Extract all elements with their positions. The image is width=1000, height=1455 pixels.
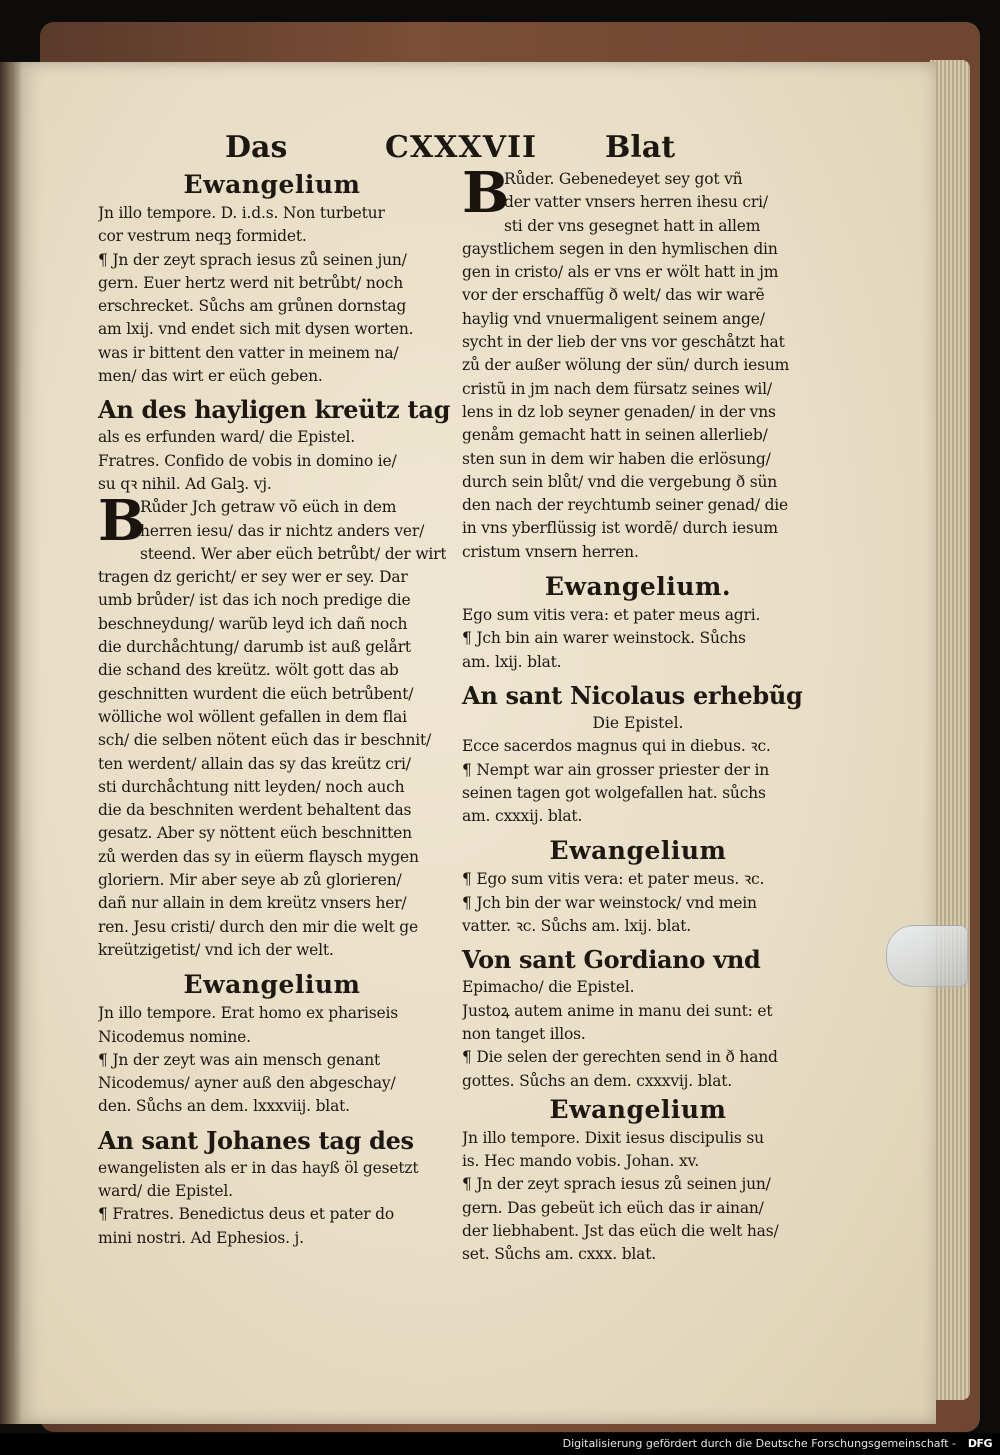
text-line: die durchåchtung/ darumb ist auß gelårt bbox=[98, 638, 411, 657]
text-line: haylig vnd vnuermaligent seinem ange/ bbox=[462, 309, 765, 328]
text-line: der liebhabent. Jst das eüch die welt has/ bbox=[462, 1221, 779, 1240]
text-line: Růder Jch getraw võ eüch in dem bbox=[140, 498, 397, 517]
text-line: ¶ Jn der zeyt sprach iesus zů seinen jun/ bbox=[462, 1175, 771, 1194]
text-line: die da beschniten werdent behaltent das bbox=[98, 801, 412, 820]
section-title: Ewangelium bbox=[183, 170, 361, 199]
text-line: vatter. ꝛc. Sůchs am. lxij. blat. bbox=[462, 917, 692, 936]
funding-credit: Digitalisierung gefördert durch die Deutsche Forschungsgemeinschaft - bbox=[562, 1437, 956, 1450]
text-line: Jn illo tempore. D. i.d.s. Non turbetur bbox=[98, 204, 385, 222]
text-line: seinen tagen got wolgefallen hat. sůchs bbox=[462, 783, 766, 802]
rubric-heading: An des hayligen kreütz tag bbox=[98, 395, 451, 425]
text-line: mini nostri. Ad Ephesios. j. bbox=[98, 1228, 304, 1247]
clip-bookmark bbox=[886, 925, 968, 987]
rubric-heading: Von sant Gordiano vnd bbox=[462, 945, 761, 975]
text-line: ward/ die Epistel. bbox=[98, 1181, 233, 1200]
text-line: ¶ Nempt war ain grosser priester der in bbox=[462, 760, 770, 779]
section-title: Ewangelium bbox=[183, 970, 361, 1000]
text-line: ¶ Jn der zeyt sprach iesus zů seinen jun/ bbox=[98, 250, 407, 269]
section-title: Ewangelium. bbox=[544, 572, 732, 602]
text-line: geschnitten wurdent die eüch betrůbent/ bbox=[98, 684, 414, 703]
text-line: ¶ Ego sum vitis vera: et pater meus. ꝛc. bbox=[462, 870, 765, 889]
section-title: Ewangelium bbox=[549, 1094, 727, 1124]
text-line: gern. Das gebeüt ich eüch das ir ainan/ bbox=[462, 1198, 764, 1217]
text-line: ten werdent/ allain das sy das kreütz cri/ bbox=[98, 754, 411, 773]
text-line: den. Sůchs an dem. lxxxviij. blat. bbox=[98, 1097, 350, 1116]
text-line: dañ nur allain in dem kreütz vnsers her/ bbox=[98, 894, 407, 913]
section-title: Ewangelium bbox=[549, 836, 727, 866]
text-line: gottes. Sůchs an dem. cxxxvij. blat. bbox=[462, 1071, 732, 1090]
text-line: ewangelisten als er in das hayß öl gesetzt bbox=[98, 1158, 419, 1177]
text-line: beschneydung/ warũb leyd ich dañ noch bbox=[98, 614, 408, 633]
text-line: herren iesu/ das ir nichtz anders ver/ bbox=[140, 521, 425, 540]
text-line: Ego sum vitis vera: et pater meus agri. bbox=[462, 606, 761, 625]
text-line: cor vestrum neqꝫ formidet. bbox=[98, 227, 307, 246]
dropcap-letter: B bbox=[98, 488, 146, 555]
page-edges bbox=[930, 60, 970, 1400]
text-line: is. Hec mando vobis. Johan. xv. bbox=[462, 1152, 699, 1171]
text-line: Fratres. Confido de vobis in domino ie/ bbox=[98, 451, 397, 470]
text-line: Růder. Gebenedeyet sey got vñ bbox=[504, 170, 743, 188]
text-line: gen in cristo/ als er vns er wölt hatt in jm bbox=[462, 263, 779, 282]
folio-number: CXXXVII bbox=[385, 130, 538, 165]
text-line: am. cxxxij. blat. bbox=[462, 807, 583, 826]
text-line: ren. Jesu cristi/ durch den mir die welt ge bbox=[98, 917, 418, 936]
text-line: erschrecket. Sůchs am grůnen dornstag bbox=[98, 297, 407, 316]
text-line: sch/ die selben nötent eüch das ir beschnit/ bbox=[98, 731, 432, 750]
text-line: sycht in der lieb der vns vor geschåtzt hat bbox=[462, 333, 785, 352]
text-line: cristum vnsern herren. bbox=[462, 542, 639, 561]
text-line: zů werden das sy in eüerm flaysch mygen bbox=[98, 847, 419, 866]
text-line: steend. Wer aber eüch betrůbt/ der wirt bbox=[140, 544, 446, 563]
text-line: vor der erschaffũg ð welt/ das wir warẽ bbox=[462, 286, 765, 305]
text-line: kreützigetist/ vnd ich der welt. bbox=[98, 940, 334, 959]
text-line: Jn illo tempore. Dixit iesus discipulis su bbox=[462, 1128, 764, 1147]
text-line: ¶ Die selen der gerechten send in ð hand bbox=[462, 1048, 778, 1067]
text-line: set. Sůchs am. cxxx. blat. bbox=[462, 1245, 656, 1264]
text-line: am lxij. vnd endet sich mit dysen worten. bbox=[98, 320, 414, 339]
text-line: lens in dz lob seyner genaden/ in der vns bbox=[462, 402, 776, 421]
right-column bbox=[462, 160, 814, 1267]
text-line: men/ das wirt er eüch geben. bbox=[98, 367, 323, 386]
text-line: den nach der reychtumb seiner genad/ die bbox=[462, 496, 789, 515]
dropcap-letter: B bbox=[462, 160, 510, 226]
text-line: gloriern. Mir aber seye ab zů glorieren/ bbox=[98, 871, 402, 890]
text-line: am. lxij. blat. bbox=[462, 652, 562, 671]
text-line: Nicodemus nomine. bbox=[98, 1027, 251, 1046]
text-line: gaystlichem segen in den hymlischen din bbox=[462, 239, 778, 258]
text-line: Ecce sacerdos magnus qui in diebus. ꝛc. bbox=[462, 737, 771, 756]
text-line: zů der außer wölung der sün/ durch iesum bbox=[462, 356, 790, 375]
text-line: su qꝛ nihil. Ad Galꝫ. vj. bbox=[98, 474, 272, 493]
text-line: sten sun in dem wir haben die erlösung/ bbox=[462, 449, 771, 468]
page-gutter bbox=[0, 62, 22, 1424]
text-line: Justoꝝ autem anime in manu dei sunt: et bbox=[462, 1001, 773, 1020]
text-line: als es erfunden ward/ die Epistel. bbox=[98, 428, 356, 447]
header-right: Blat bbox=[605, 130, 676, 165]
text-line: gern. Euer hertz werd nit betrůbt/ noch bbox=[98, 273, 404, 292]
text-line: genåm gemacht hatt in seinen allerlieb/ bbox=[462, 426, 768, 445]
text-line: was ir bittent den vatter in meinem na/ bbox=[98, 343, 399, 362]
text-line: umb brůder/ ist das ich noch predige die bbox=[98, 591, 411, 610]
dfg-logo: DFG bbox=[967, 1437, 992, 1450]
text-line: sti der vns gesegnet hatt in allem bbox=[504, 216, 761, 235]
text-line: durch sein blůt/ vnd die vergebung ð sün bbox=[462, 472, 778, 491]
text-line: non tanget illos. bbox=[462, 1024, 586, 1043]
text-line: der vatter vnsers herren ihesu cri/ bbox=[504, 193, 768, 212]
text-line: ¶ Jn der zeyt was ain mensch genant bbox=[98, 1050, 381, 1069]
text-line: ¶ Fratres. Benedictus deus et pater do bbox=[98, 1205, 395, 1224]
text-line: cristũ in jm nach dem fürsatz seines wil/ bbox=[462, 379, 772, 398]
header-left: Das bbox=[225, 130, 288, 165]
digitization-footer bbox=[0, 1433, 1000, 1455]
dropcap-paragraph bbox=[98, 488, 446, 566]
dropcap-paragraph bbox=[462, 160, 814, 238]
text-line: Nicodemus/ ayner auß den abgeschay/ bbox=[98, 1074, 396, 1093]
text-line: die schand des kreütz. wölt gott das ab bbox=[98, 661, 399, 680]
text-line: ¶ Jch bin der war weinstock/ vnd mein bbox=[462, 893, 757, 912]
text-line: sti durchåchtung nitt leyden/ noch auch bbox=[98, 777, 405, 796]
text-line: gesatz. Aber sy nöttent eüch beschnitten bbox=[98, 824, 412, 843]
rubric-heading: An sant Johanes tag des bbox=[98, 1125, 414, 1155]
text-line: Jn illo tempore. Erat homo ex phariseis bbox=[98, 1004, 399, 1023]
text-line: tragen dz gericht/ er sey wer er sey. Dar bbox=[98, 568, 408, 587]
rubric-heading: An sant Nicolaus erhebũg bbox=[462, 680, 803, 710]
left-column bbox=[98, 168, 451, 1250]
text-line: in vns yberflüssig ist wordẽ/ durch iesum bbox=[462, 519, 778, 538]
text-line: Epimacho/ die Epistel. bbox=[462, 978, 635, 997]
text-line: wölliche wol wöllent gefallen in dem flai bbox=[98, 707, 407, 726]
section-subtitle: Die Epistel. bbox=[592, 713, 684, 732]
text-line: ¶ Jch bin ain warer weinstock. Sůchs bbox=[462, 629, 746, 648]
